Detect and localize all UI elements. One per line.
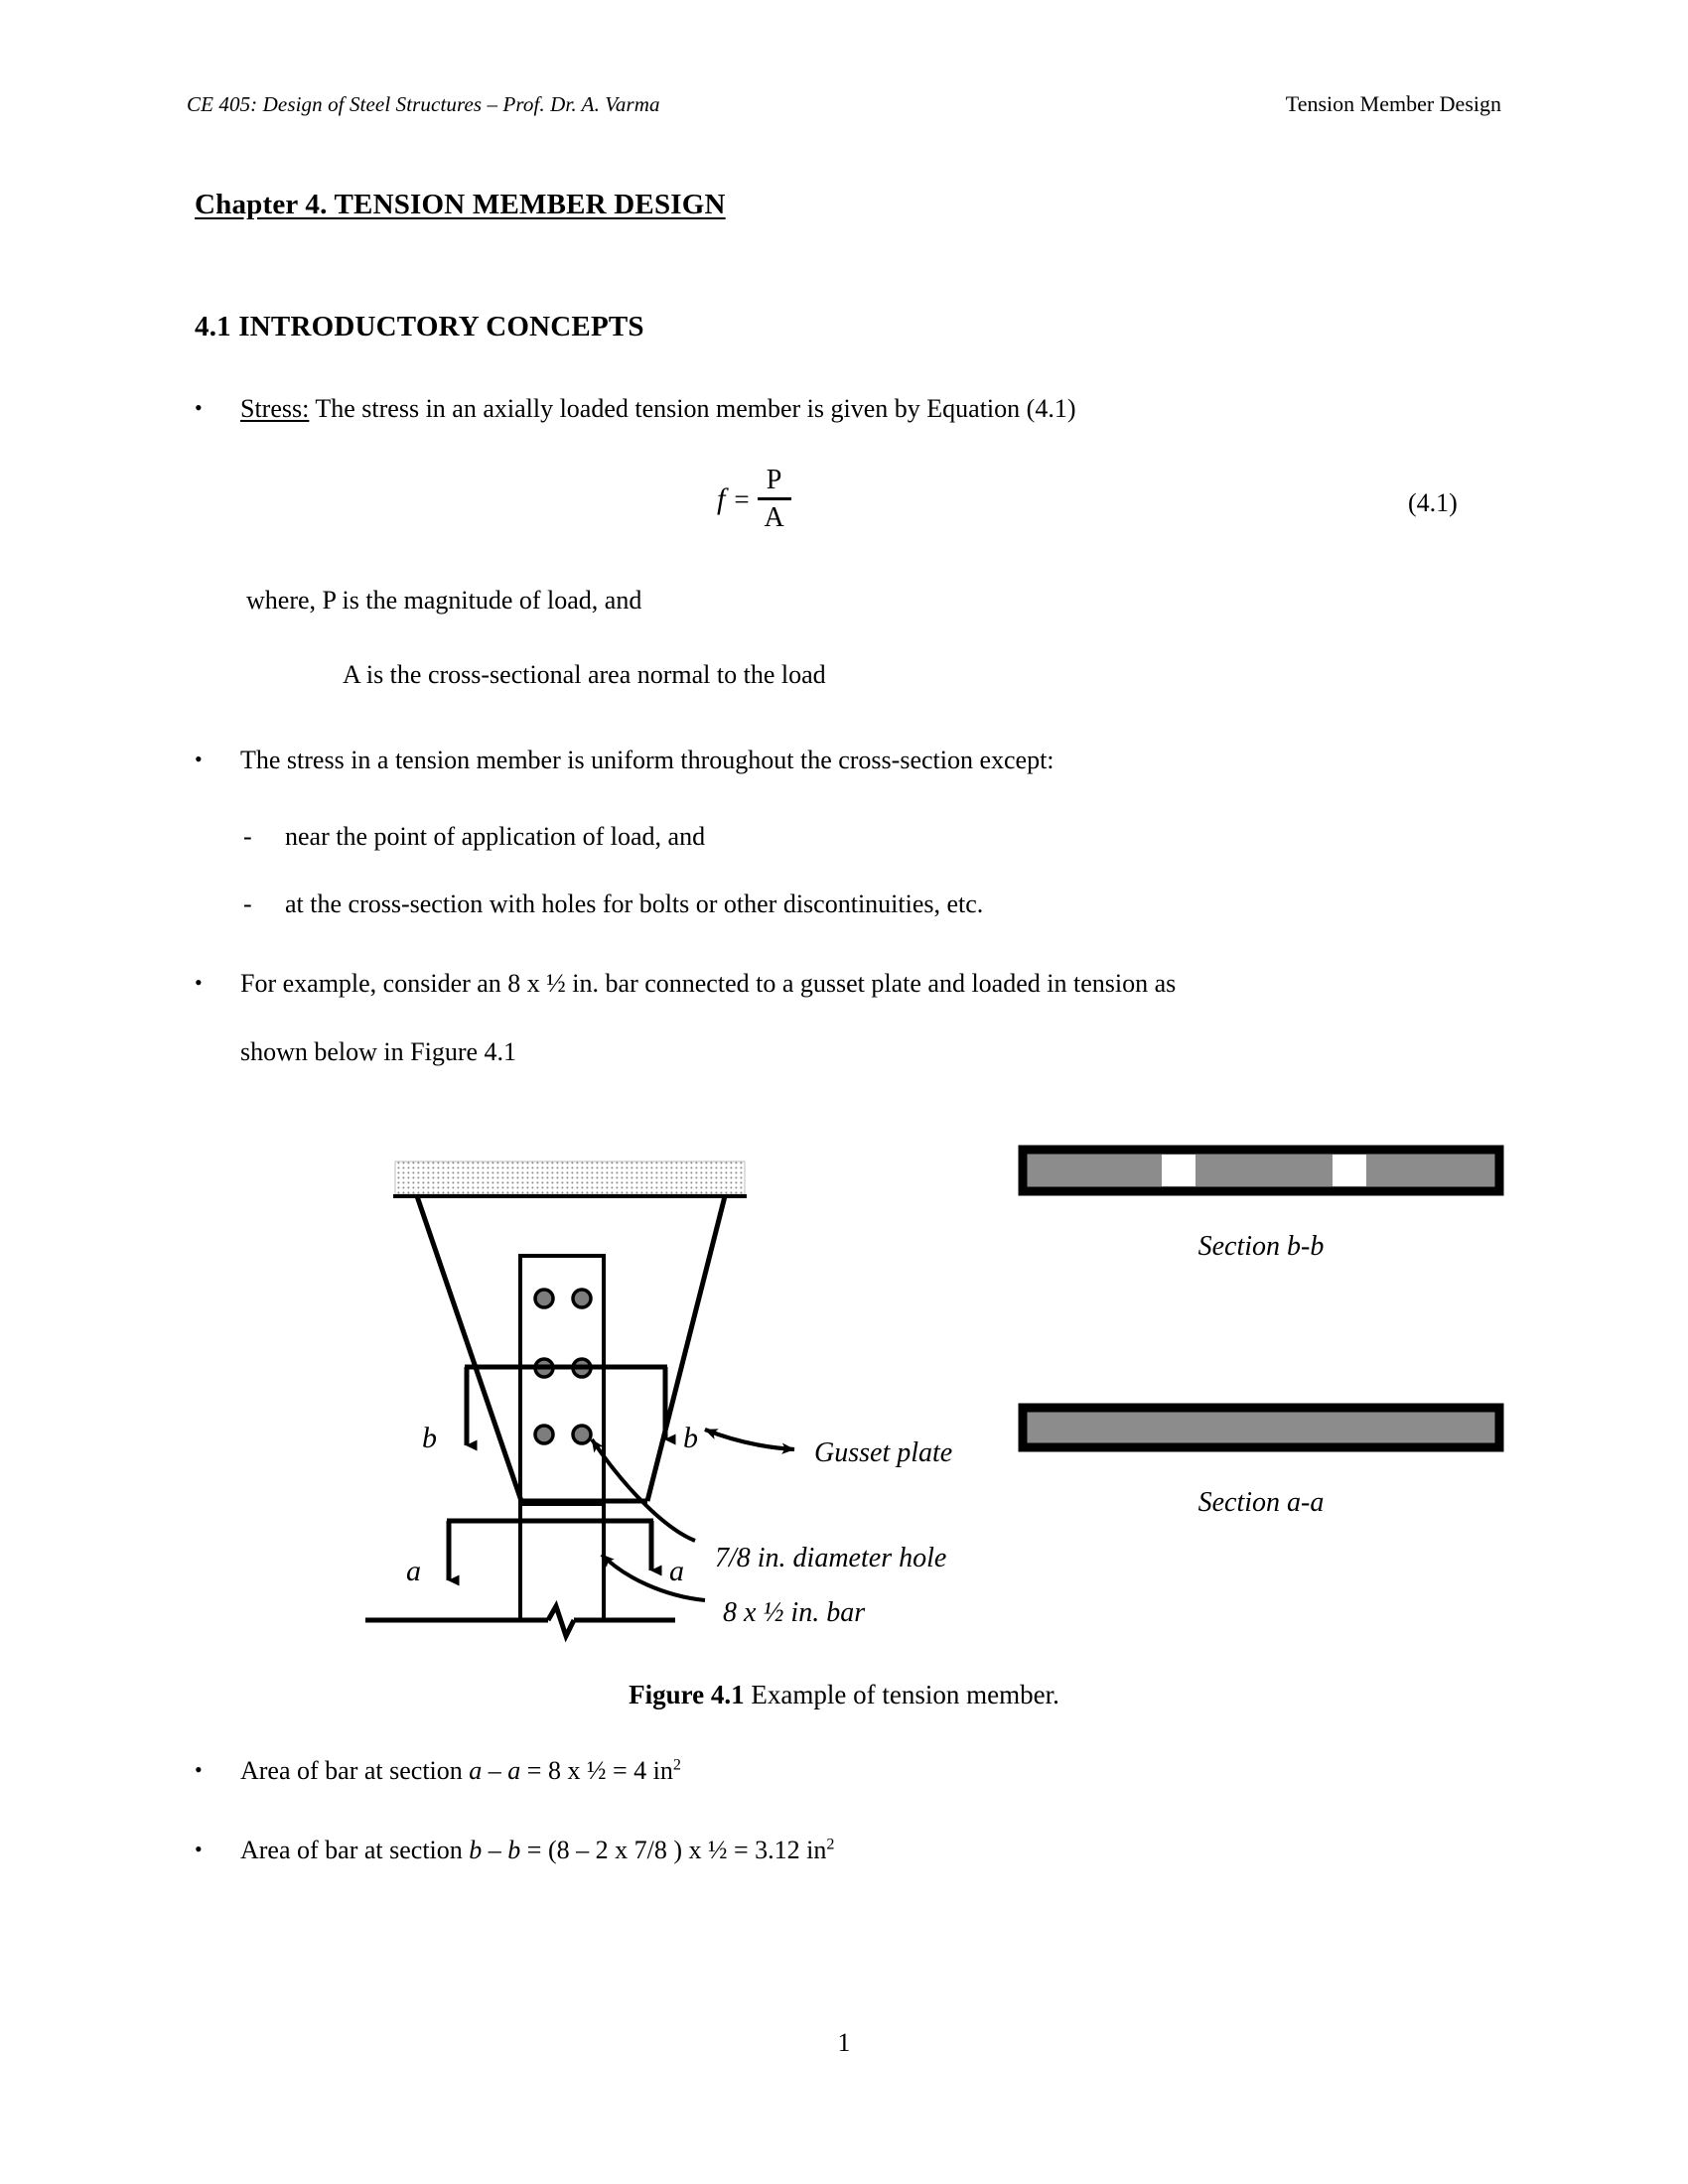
bullet-stress — [195, 393, 1505, 426]
area-aa-symbol-2: a — [507, 1756, 521, 1785]
bullet-area-section-bb — [195, 1835, 1505, 1867]
gusset-plate-shape — [417, 1196, 725, 1501]
label-bar: 8 x ½ in. bar — [723, 1597, 866, 1628]
label-b-right: b — [683, 1422, 698, 1454]
label-gusset-plate: Gusset plate — [814, 1437, 953, 1468]
sub-bullet-near-load-text: near the point of application of load, and — [285, 822, 706, 851]
where-p-line: where, P is the magnitude of load, and — [246, 586, 642, 614]
area-aa-text — [240, 1755, 1505, 1788]
bullet-marker: • — [195, 747, 203, 771]
dash-marker: - — [243, 822, 252, 851]
equation-denominator: A — [764, 502, 784, 533]
area-aa-prefix: Area of bar at section — [240, 1756, 470, 1785]
bullet-uniform-stress — [195, 745, 1505, 777]
area-bb-text — [240, 1835, 1505, 1867]
area-aa-suffix: = 8 x ½ = 4 in — [520, 1756, 673, 1785]
area-aa-symbol-1: a — [469, 1756, 483, 1785]
bullet-marker: • — [195, 1837, 203, 1861]
figure-caption — [0, 1680, 1688, 1710]
section-line-bb — [465, 1367, 667, 1445]
equation-fraction — [758, 467, 791, 532]
figure-caption-label: Figure 4.1 — [629, 1680, 745, 1709]
equation-number: (4.1) — [1408, 488, 1458, 517]
gusset-plate-leader-line — [705, 1430, 794, 1449]
bullet-marker: • — [195, 1757, 203, 1782]
page-number: 1 — [837, 2028, 851, 2057]
label-section-bb: Section b-b — [1197, 1231, 1325, 1262]
area-bb-dash: – — [482, 1836, 508, 1864]
figure-4-1 — [377, 1132, 1325, 1658]
sub-bullet-near-load — [243, 821, 1514, 854]
area-aa-dash: – — [482, 1756, 508, 1785]
sub-bullet-holes — [243, 888, 1514, 921]
header-left-text: CE 405: Design of Steel Structures – Prof. Dr. A. Varma — [187, 92, 660, 116]
example-line-2: shown below in Figure 4.1 — [240, 1036, 517, 1066]
chapter-title: Chapter 4. TENSION MEMBER DESIGN — [195, 189, 726, 220]
equation-numerator: P — [766, 465, 782, 495]
where-a-line: A is the cross-sectional area normal to the load — [343, 660, 826, 689]
area-bb-symbol-1: b — [469, 1836, 483, 1864]
area-aa-superscript: 2 — [672, 1756, 681, 1774]
label-section-aa: Section a-a — [1197, 1487, 1325, 1518]
bullet-example-text — [240, 968, 1525, 1068]
equation-equals-sign: = — [734, 483, 750, 514]
area-bb-superscript: 2 — [826, 1836, 835, 1853]
bullet-uniform-text: The stress in a tension member is uniform throughout the cross-section except: — [240, 746, 1055, 774]
support-block — [393, 1161, 747, 1196]
bullet-marker: • — [195, 395, 203, 420]
header-right-text: Tension Member Design — [1285, 91, 1501, 116]
bullet-marker: • — [195, 970, 203, 995]
bullet-area-section-aa — [195, 1755, 1505, 1788]
label-a-left: a — [406, 1555, 421, 1587]
stress-sentence: The stress in an axially loaded tension member is given by Equation (4.1) — [309, 394, 1076, 423]
section-title: 4.1 INTRODUCTORY CONCEPTS — [195, 311, 644, 342]
dash-marker: - — [243, 889, 252, 918]
equation-f-symbol: f — [717, 482, 726, 515]
label-a-right: a — [669, 1555, 684, 1587]
bullet-stress-text — [240, 393, 1505, 426]
section-bb-view — [1023, 1150, 1499, 1191]
section-aa-view — [1023, 1408, 1499, 1447]
area-bb-prefix: Area of bar at section — [240, 1836, 470, 1864]
figure-caption-text: Example of tension member. — [744, 1680, 1059, 1709]
area-bb-symbol-2: b — [507, 1836, 521, 1864]
sub-bullet-holes-text: at the cross-section with holes for bolts or other discontinuities, etc. — [285, 889, 984, 918]
equation-stress — [717, 467, 791, 532]
area-bb-suffix: = (8 – 2 x 7/8 ) x ½ = 3.12 in — [520, 1836, 827, 1864]
example-line-1: For example, consider an 8 x ½ in. bar connected to a gusset plate and loaded in tension as — [240, 969, 1177, 998]
hole-leader-line — [592, 1439, 695, 1541]
bullet-example — [195, 968, 1525, 1068]
label-hole: 7/8 in. diameter hole — [715, 1543, 947, 1573]
stress-label: Stress: — [240, 394, 310, 423]
label-b-left: b — [422, 1422, 437, 1454]
running-header — [187, 91, 1501, 121]
figure-drawing — [377, 1132, 1325, 1658]
